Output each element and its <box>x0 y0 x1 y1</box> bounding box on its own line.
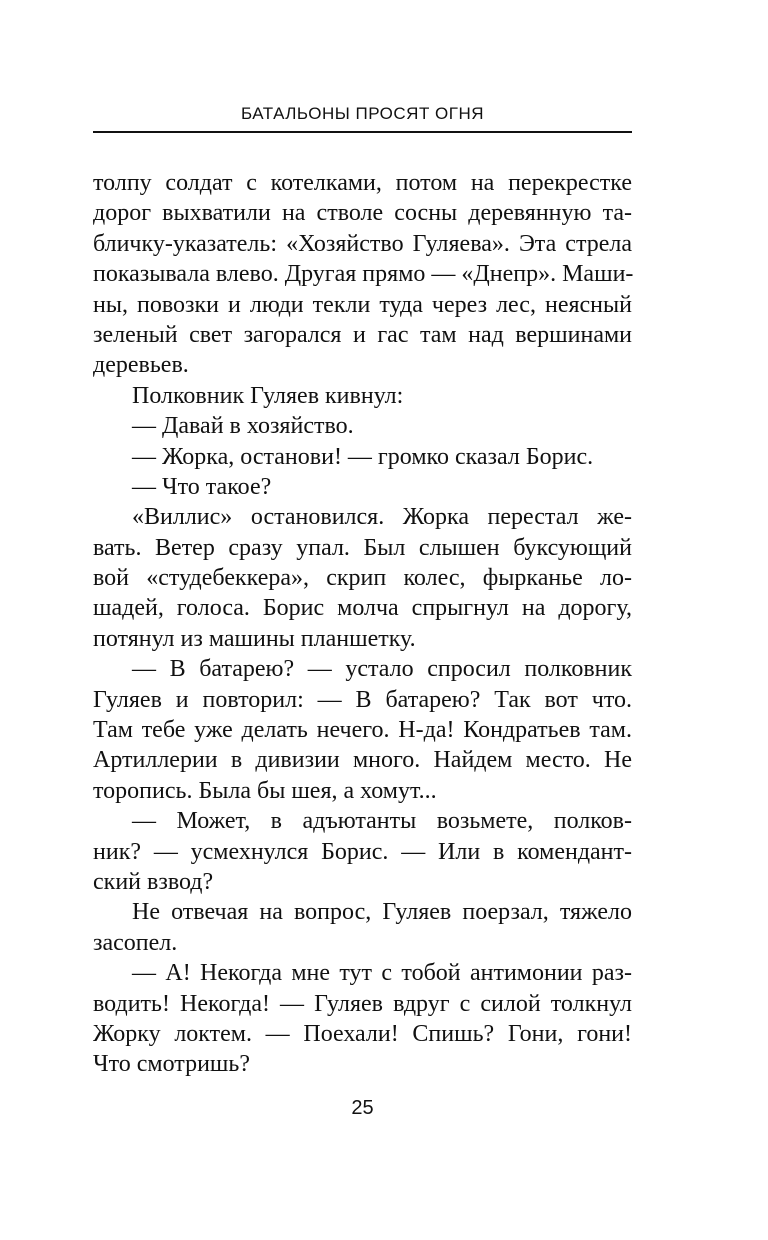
text-line: «Виллис» остановился. Жорка перестал же- <box>132 504 632 531</box>
text-line: Полковник Гуляев кивнул: <box>132 382 404 409</box>
text-line: засопел. <box>93 929 178 956</box>
text-line: — В батарею? — устало спросил полковник <box>132 656 632 683</box>
text-line: дорог выхватили на стволе сосны деревянную та- <box>93 200 632 227</box>
text-line: торопись. Была бы шея, а хомут... <box>93 777 437 804</box>
text-line: — А! Некогда мне тут с тобой антимонии раз- <box>132 960 632 987</box>
text-line: Там тебе уже делать нечего. Н-да! Кондратьев там. <box>93 717 632 744</box>
text-line: толпу солдат с котелками, потом на перекрестке <box>93 170 632 196</box>
text-line: показывала влево. Другая прямо — «Днепр». Маши- <box>93 261 634 288</box>
text-line: шадей, голоса. Борис молча спрыгнул на дорогу, <box>93 595 632 622</box>
page-number: 25 <box>351 1097 374 1119</box>
text-line: вать. Ветер сразу упал. Был слышен буксующий <box>93 534 632 561</box>
text-line: Не отвечая на вопрос, Гуляев поерзал, тяжело <box>132 899 632 926</box>
text-line: зеленый свет загорался и гас там над вершинами <box>93 321 632 348</box>
text-line: вой «студебеккера», скрип колес, фырканье ло- <box>93 565 632 592</box>
text-line: Что смотришь? <box>93 1051 250 1078</box>
text-line: ник? — усмехнулся Борис. — Или в комендант- <box>93 838 632 865</box>
header-rule <box>93 131 632 133</box>
text-line: деревьев. <box>93 352 189 379</box>
text-line: Жорку локтем. — Поехали! Спишь? Гони, гони! <box>93 1020 632 1047</box>
text-line: потянул из машины планшетку. <box>93 625 416 652</box>
text-line: — Может, в адъютанты возьмете, полков- <box>132 808 632 835</box>
text-line: — Давай в хозяйство. <box>132 413 354 440</box>
body-text <box>93 168 632 1080</box>
text-line: ны, повозки и люди текли туда через лес, неясный <box>93 291 632 318</box>
text-line: бличку-указатель: «Хозяйство Гуляева». Эта стрела <box>93 230 632 257</box>
running-head: БАТАЛЬОНЫ ПРОСЯТ ОГНЯ <box>240 104 485 123</box>
text-line: — Что такое? <box>132 473 272 500</box>
text-line: водить! Некогда! — Гуляев вдруг с силой толкнул <box>93 990 632 1017</box>
text-line: Артиллерии в дивизии много. Найдем место. Не <box>93 747 632 774</box>
text-line: Гуляев и повторил: — В батарею? Так вот что. <box>93 686 632 713</box>
text-line: — Жорка, останови! — громко сказал Борис. <box>132 443 594 470</box>
text-line: ский взвод? <box>93 868 214 895</box>
